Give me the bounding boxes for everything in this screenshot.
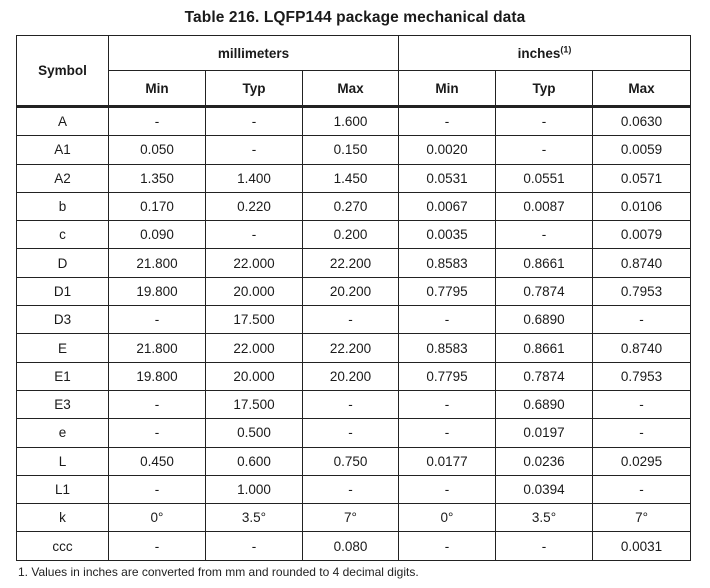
mm-min-cell: 0.450	[109, 447, 206, 475]
in-min-cell: 0.8583	[399, 249, 496, 277]
table-row	[17, 277, 691, 305]
mm-max-cell: 0.270	[303, 192, 399, 220]
symbol-cell: c	[17, 221, 109, 249]
mm-typ-cell: 22.000	[206, 334, 303, 362]
mm-typ-cell: -	[206, 107, 303, 136]
symbol-cell: A2	[17, 164, 109, 192]
mm-typ-cell: 1.000	[206, 475, 303, 503]
in-typ-header: Typ	[496, 71, 593, 107]
symbol-header: Symbol	[17, 36, 109, 107]
in-max-cell: 0.0031	[593, 532, 691, 560]
in-typ-cell: 0.0087	[496, 192, 593, 220]
table-title: Table 216. LQFP144 package mechanical data	[184, 9, 526, 26]
mm-typ-cell: -	[206, 221, 303, 249]
mm-typ-cell: 17.500	[206, 306, 303, 334]
mm-min-cell: 21.800	[109, 334, 206, 362]
in-min-cell: 0°	[399, 504, 496, 532]
mm-min-cell: 0.170	[109, 192, 206, 220]
table-row	[17, 164, 691, 192]
in-max-cell: 0.0106	[593, 192, 691, 220]
mm-max-cell: -	[303, 306, 399, 334]
symbol-cell: E1	[17, 362, 109, 390]
mm-min-cell: -	[109, 475, 206, 503]
mm-min-cell: 0°	[109, 504, 206, 532]
in-max-cell: 0.0079	[593, 221, 691, 249]
in-min-cell: 0.0020	[399, 136, 496, 164]
in-max-cell: 0.0571	[593, 164, 691, 192]
mm-typ-cell: 0.220	[206, 192, 303, 220]
mm-max-cell: 20.200	[303, 277, 399, 305]
inches-header-label: inches	[517, 45, 561, 61]
in-min-cell: 0.8583	[399, 334, 496, 362]
header-row-units	[17, 36, 691, 71]
in-min-cell: 0.0177	[399, 447, 496, 475]
in-max-cell: -	[593, 475, 691, 503]
mm-typ-cell: 20.000	[206, 362, 303, 390]
in-min-cell: -	[399, 390, 496, 418]
in-min-cell: -	[399, 532, 496, 560]
mm-max-header: Max	[303, 71, 399, 107]
symbol-cell: k	[17, 504, 109, 532]
mm-min-cell: -	[109, 306, 206, 334]
mm-max-cell: 0.150	[303, 136, 399, 164]
table-row	[17, 334, 691, 362]
mm-typ-cell: 22.000	[206, 249, 303, 277]
in-typ-cell: 0.0197	[496, 419, 593, 447]
mm-max-cell: 0.750	[303, 447, 399, 475]
in-min-cell: 0.0531	[399, 164, 496, 192]
in-typ-cell: 0.6890	[496, 306, 593, 334]
table-row	[17, 221, 691, 249]
mm-typ-cell: 1.400	[206, 164, 303, 192]
in-max-cell: -	[593, 306, 691, 334]
table-row	[17, 306, 691, 334]
symbol-cell: L1	[17, 475, 109, 503]
mm-max-cell: 22.200	[303, 249, 399, 277]
mm-typ-cell: 20.000	[206, 277, 303, 305]
symbol-cell: A1	[17, 136, 109, 164]
in-typ-cell: 0.8661	[496, 334, 593, 362]
header-row-columns	[17, 71, 691, 107]
mm-max-cell: 0.200	[303, 221, 399, 249]
mm-typ-header: Typ	[206, 71, 303, 107]
in-min-header: Min	[399, 71, 496, 107]
symbol-cell: E	[17, 334, 109, 362]
mm-max-cell: 7°	[303, 504, 399, 532]
in-max-cell: -	[593, 390, 691, 418]
in-min-cell: 0.7795	[399, 362, 496, 390]
mm-max-cell: 1.450	[303, 164, 399, 192]
symbol-cell: D3	[17, 306, 109, 334]
in-typ-cell: -	[496, 532, 593, 560]
table-row	[17, 532, 691, 560]
symbol-cell: E3	[17, 390, 109, 418]
table-row	[17, 362, 691, 390]
mm-min-cell: 21.800	[109, 249, 206, 277]
mm-typ-cell: 17.500	[206, 390, 303, 418]
in-typ-cell: -	[496, 221, 593, 249]
in-typ-cell: 0.7874	[496, 362, 593, 390]
in-min-cell: -	[399, 419, 496, 447]
mm-max-cell: 0.080	[303, 532, 399, 560]
mm-min-cell: -	[109, 107, 206, 136]
table-row	[17, 249, 691, 277]
mm-typ-cell: 0.500	[206, 419, 303, 447]
table-row	[17, 107, 691, 136]
in-max-cell: 7°	[593, 504, 691, 532]
symbol-cell: b	[17, 192, 109, 220]
mm-min-cell: 0.090	[109, 221, 206, 249]
in-max-cell: 0.7953	[593, 277, 691, 305]
mm-max-cell: -	[303, 419, 399, 447]
in-max-cell: 0.0295	[593, 447, 691, 475]
in-min-cell: -	[399, 306, 496, 334]
symbol-cell: D	[17, 249, 109, 277]
millimeters-header: millimeters	[109, 36, 399, 71]
mm-max-cell: 22.200	[303, 334, 399, 362]
table-row	[17, 419, 691, 447]
in-typ-cell: 0.0394	[496, 475, 593, 503]
mm-min-cell: -	[109, 390, 206, 418]
symbol-cell: A	[17, 107, 109, 136]
mechanical-data-table	[16, 35, 691, 561]
mm-typ-cell: 0.600	[206, 447, 303, 475]
mm-typ-cell: -	[206, 532, 303, 560]
in-typ-cell: -	[496, 136, 593, 164]
in-min-cell: 0.0035	[399, 221, 496, 249]
mm-max-cell: -	[303, 475, 399, 503]
mm-min-cell: -	[109, 532, 206, 560]
in-min-cell: -	[399, 475, 496, 503]
table-row	[17, 504, 691, 532]
mm-min-cell: 19.800	[109, 362, 206, 390]
footnote: 1. Values in inches are converted from mm and rounded to 4 decimal digits.	[18, 565, 419, 579]
in-max-cell: -	[593, 419, 691, 447]
in-max-header: Max	[593, 71, 691, 107]
symbol-cell: e	[17, 419, 109, 447]
table-row	[17, 390, 691, 418]
symbol-cell: L	[17, 447, 109, 475]
mm-typ-cell: -	[206, 136, 303, 164]
in-max-cell: 0.0630	[593, 107, 691, 136]
in-min-cell: 0.7795	[399, 277, 496, 305]
in-typ-cell: 0.8661	[496, 249, 593, 277]
mm-min-cell: 19.800	[109, 277, 206, 305]
in-min-cell: -	[399, 107, 496, 136]
in-typ-cell: 0.6890	[496, 390, 593, 418]
table-row	[17, 136, 691, 164]
mm-min-cell: 1.350	[109, 164, 206, 192]
mm-min-header: Min	[109, 71, 206, 107]
in-max-cell: 0.8740	[593, 249, 691, 277]
in-typ-cell: 3.5°	[496, 504, 593, 532]
in-min-cell: 0.0067	[399, 192, 496, 220]
in-typ-cell: 0.7874	[496, 277, 593, 305]
symbol-cell: ccc	[17, 532, 109, 560]
mm-typ-cell: 3.5°	[206, 504, 303, 532]
mm-max-cell: 20.200	[303, 362, 399, 390]
table-body	[17, 107, 691, 561]
inches-header	[399, 36, 691, 71]
in-typ-cell: 0.0551	[496, 164, 593, 192]
in-max-cell: 0.8740	[593, 334, 691, 362]
in-typ-cell: 0.0236	[496, 447, 593, 475]
mm-min-cell: -	[109, 419, 206, 447]
table-row	[17, 475, 691, 503]
in-max-cell: 0.0059	[593, 136, 691, 164]
table-row	[17, 447, 691, 475]
inches-footnote-ref: (1)	[560, 44, 572, 54]
mm-min-cell: 0.050	[109, 136, 206, 164]
in-max-cell: 0.7953	[593, 362, 691, 390]
in-typ-cell: -	[496, 107, 593, 136]
table-row	[17, 192, 691, 220]
mm-max-cell: 1.600	[303, 107, 399, 136]
symbol-cell: D1	[17, 277, 109, 305]
mm-max-cell: -	[303, 390, 399, 418]
